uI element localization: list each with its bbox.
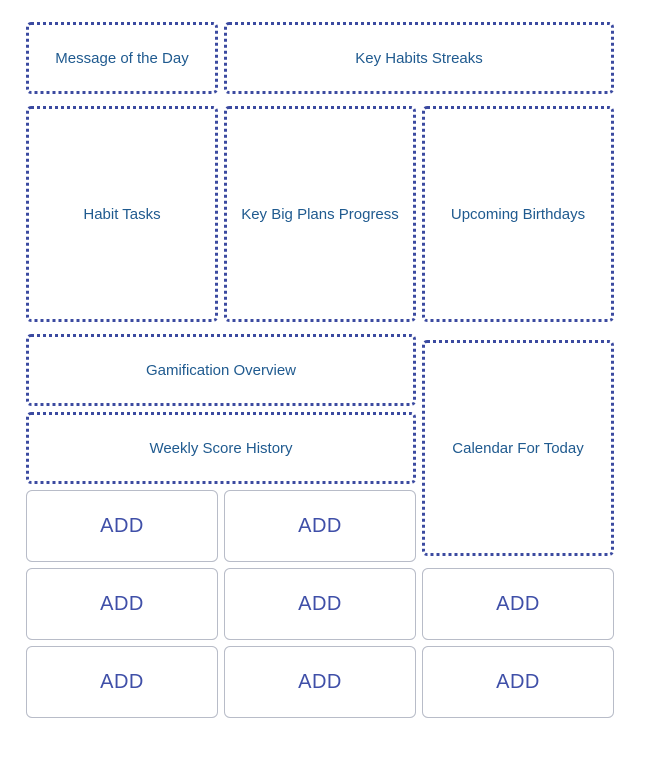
add-label: ADD (100, 592, 144, 615)
add-label: ADD (496, 670, 540, 693)
widget-label: Habit Tasks (83, 205, 161, 223)
widget-label: Key Habits Streaks (355, 49, 483, 67)
widget-key-habits-streaks[interactable] (224, 22, 614, 94)
widget-weekly-score-history[interactable] (26, 412, 416, 484)
add-label: ADD (298, 670, 342, 693)
widget-label: Message of the Day (55, 49, 189, 67)
widget-gamification-overview[interactable] (26, 334, 416, 406)
add-widget-button[interactable] (224, 568, 416, 640)
widget-label: Calendar For Today (452, 439, 584, 457)
widget-calendar-for-today[interactable] (422, 340, 614, 556)
widget-key-big-plans-progress[interactable] (224, 106, 416, 322)
widget-upcoming-birthdays[interactable] (422, 106, 614, 322)
add-widget-button[interactable] (422, 646, 614, 718)
widget-label: Upcoming Birthdays (450, 205, 586, 223)
widget-label: Key Big Plans Progress (241, 205, 399, 223)
add-label: ADD (100, 514, 144, 537)
add-widget-button[interactable] (26, 646, 218, 718)
widget-habit-tasks[interactable] (26, 106, 218, 322)
add-label: ADD (100, 670, 144, 693)
add-label: ADD (298, 592, 342, 615)
add-widget-button[interactable] (224, 490, 416, 562)
widget-label: Gamification Overview (145, 361, 297, 379)
widget-label: Weekly Score History (149, 439, 293, 457)
widget-message-of-the-day[interactable] (26, 22, 218, 94)
add-label: ADD (298, 514, 342, 537)
add-label: ADD (496, 592, 540, 615)
add-widget-button[interactable] (422, 568, 614, 640)
add-widget-button[interactable] (26, 568, 218, 640)
add-widget-button[interactable] (224, 646, 416, 718)
add-widget-button[interactable] (26, 490, 218, 562)
